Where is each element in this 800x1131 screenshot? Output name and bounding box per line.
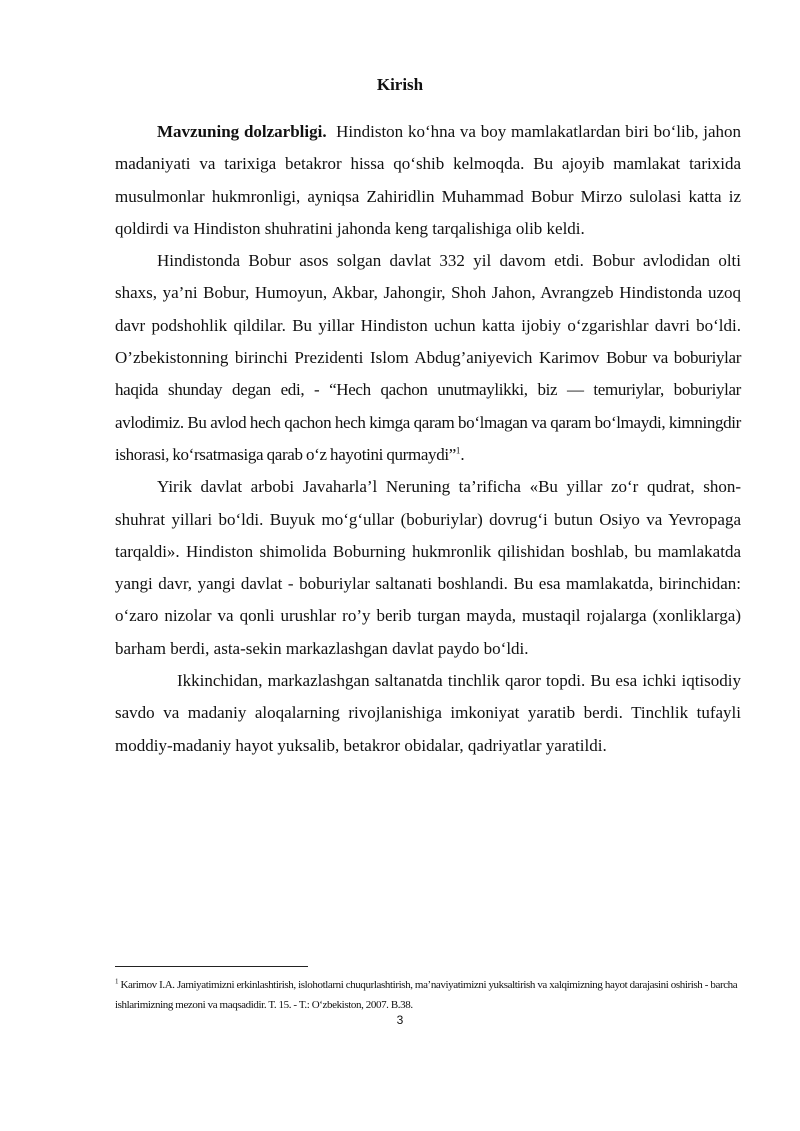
paragraph-lead: Mavzuning dolzarbligi. [157, 122, 327, 141]
section-heading: Kirish [376, 75, 424, 94]
paragraph-relevance [115, 116, 741, 245]
paragraph-text: Hindistonda Bobur asos solgan davlat 332 yil davom etdi. Bobur avlodidan olti shaxs, ya’ni Bobur, Humoyun, Akbar, Jahongir, Shoh Jahon, Avrangzeb Hindistonda uzoq davr podshohlik qildilar. Bu yillar Hindiston uchun katta ijobiy o‘zgarishlar davri bo‘ldi. O’zbekistonning birinchi Prezidenti Islom Abdug’aniyevich Karimov [115, 251, 741, 368]
paragraph-text: Hindiston ko‘hna va boy mamlakatlardan biri bo‘lib, jahon madaniyati va tarixiga betakror hissa qo‘shib kelmoqda. Bu ajoyib mamlakat tarixida musulmonlar hukmronligi, ayniqsa Zahiridlin Muhammad Bobur Mirzo sulolasi katta iz qoldirdi va Hindiston shuhratini jahonda keng tarqalishiga olib keldi. [115, 122, 742, 238]
paragraph-second-point [115, 665, 741, 762]
paragraph-text: Yirik davlat arbobi Javaharla’l Neruning ta’rificha «Bu yillar zo‘r qudrat, shon-shuhrat yillari bo‘ldi. Buyuk mo‘g‘ullar (boburiylar) dovrug‘i butun Osiyo va Yevropaga tarqaldi». Hindiston shimolida Boburning hukmronlik qilishidan boshlab, bu mamlakatda yangi davr, yangi davlat - boburiylar saltanati boshlandi. Bu esa mamlakatda, birinchidan: o‘zaro nizolar va qonli urushlar ro’y berib turgan mayda, mustaqil rojalarga (xonliklarga) barham berdi, asta-sekin markazlashgan davlat paydo bo‘ldi. [115, 477, 741, 658]
footnote-number: 1 [115, 977, 119, 986]
paragraph-end: . [460, 444, 465, 464]
body-text [115, 116, 741, 762]
footnote-reference[interactable]: 1 [455, 445, 461, 456]
footnote-divider [115, 966, 308, 967]
footnote [115, 975, 741, 1015]
paragraph-nehru-quote [115, 471, 741, 665]
paragraph-babur-dynasty [115, 245, 741, 471]
page-number: 3 [396, 1013, 404, 1027]
paragraph-quote: Bobur va boburiylar haqida shunday degan edi, - “Hech qachon unutmaylikki, biz — temuriylar, boburiylar avlodimiz. Bu avlod hech qachon hech kimga qaram bo‘lmagan va qaram bo‘lmaydi, kimningdir ishorasi, ko‘rsatmasiga qarab o‘z hayotini qurmaydi” [115, 348, 742, 464]
footnote-text: Karimov I.A. Jamiyatimizni erkinlashtirish, islohotlarni chuqurlashtirish, ma’naviyatimizni yuksaltirish va xalqimizning hayot darajasini oshirish - barcha ishlarimizning mezoni va maqsadidir. T. 15. - T.: O‘zbekiston, 2007. B.38. [115, 979, 738, 1011]
paragraph-text: Ikkinchidan, markazlashgan saltanatda tinchlik qaror topdi. Bu esa ichki iqtisodiy savdo va madaniy aloqalarning rivojlanishiga imkoniyat yaratib berdi. Tinchlik tufayli moddiy-madaniy hayot yuksalib, betakror obidalar, qadriyatlar yaratildi. [115, 671, 741, 755]
